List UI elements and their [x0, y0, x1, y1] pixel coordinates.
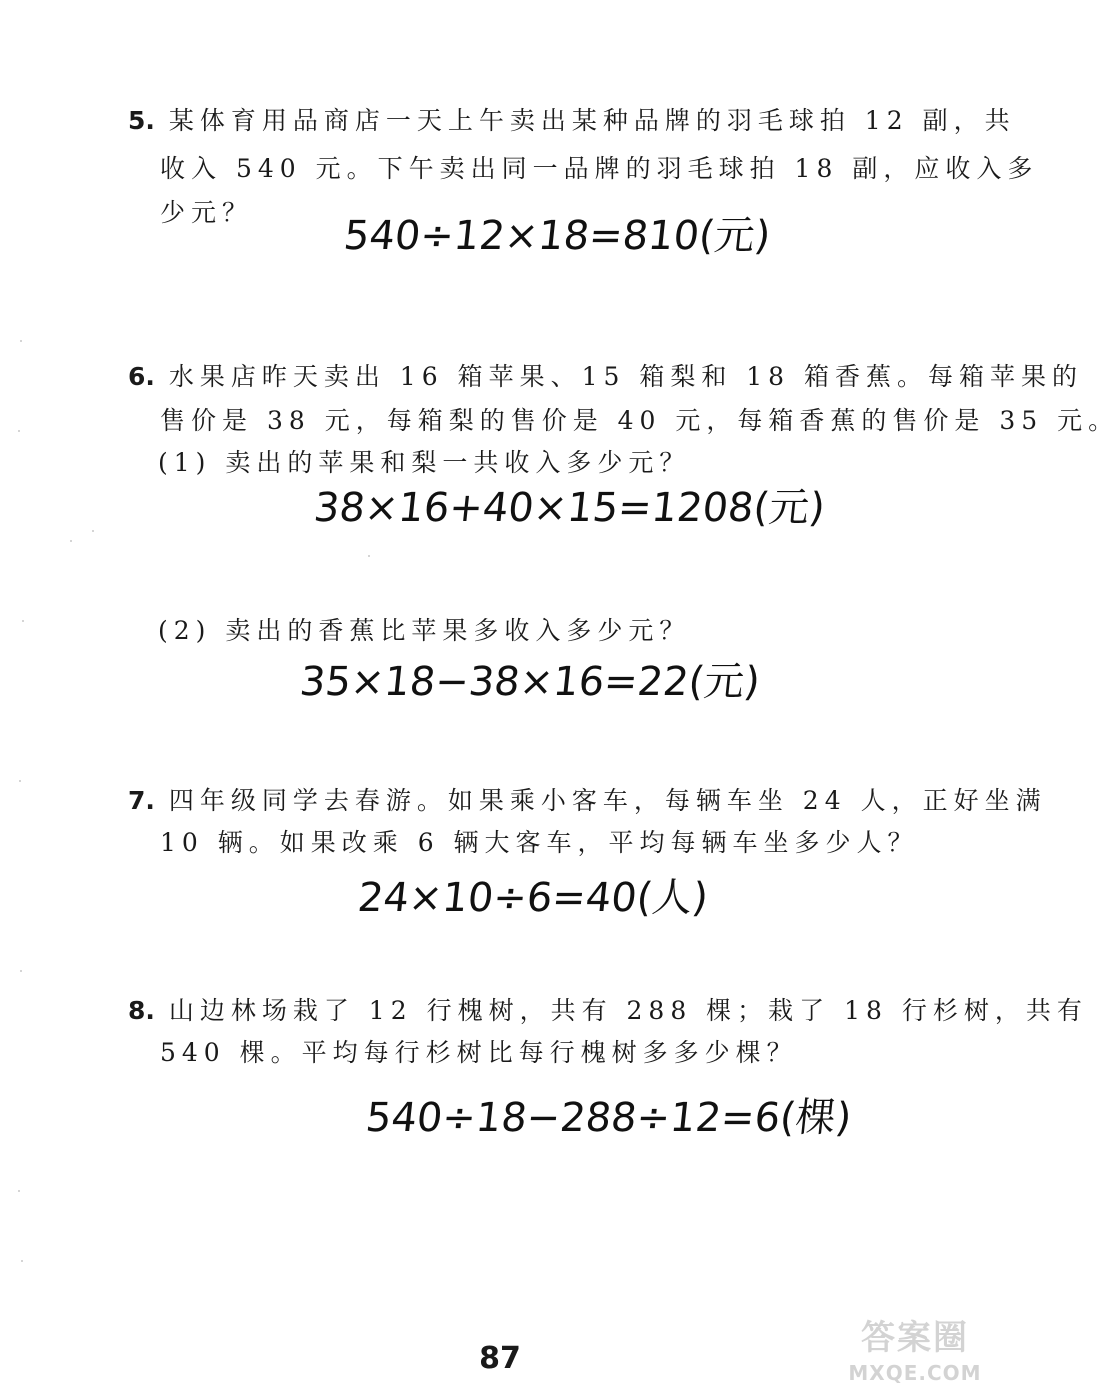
problem-5-number: 5.: [128, 106, 155, 135]
scan-speck: [92, 530, 94, 532]
problem-5-text-1: 某体育用品商店一天上午卖出某种品牌的羽毛球拍 12 副，共: [168, 106, 1016, 135]
problem-8-line-2: 540 棵。平均每行杉树比每行槐树多多少棵？: [160, 1038, 798, 1067]
scan-speck: [22, 620, 24, 622]
problem-7-line-1: [128, 788, 1047, 813]
problem-6-sub-1-question: (1) 卖出的苹果和梨一共收入多少元？: [158, 448, 691, 477]
problem-6-sub-2-answer: 35×18−38×16=22(元): [297, 659, 763, 705]
problem-7-answer: 24×10÷6=40(人): [355, 875, 711, 921]
problem-5-line-2: 收入 540 元。下午卖出同一品牌的羽毛球拍 18 副，应收入多: [160, 154, 1039, 183]
page-number: 87: [479, 1341, 521, 1376]
scan-speck: [18, 1190, 20, 1192]
problem-8-line-1: [128, 998, 1088, 1023]
problem-5-line-1: [128, 108, 1016, 133]
watermark-logo: [840, 1318, 990, 1388]
problem-5-answer: 540÷12×18=810(元): [341, 213, 773, 259]
problem-6-sub-2-question: (2) 卖出的香蕉比苹果多收入多少元？: [158, 616, 691, 645]
problem-8-answer: 540÷18−288÷12=6(棵): [363, 1095, 854, 1141]
problem-7-line-2: 10 辆。如果改乘 6 辆大客车，平均每辆车坐多少人？: [160, 828, 919, 857]
problem-5-line-3: 少元？: [160, 198, 254, 227]
problem-8-number: 8.: [128, 996, 155, 1025]
problem-6-line-1: [128, 364, 1083, 389]
problem-8-text-1: 山边林场栽了 12 行槐树，共有 288 棵；栽了 18 行杉树，共有: [168, 996, 1088, 1025]
problem-6-text-1: 水果店昨天卖出 16 箱苹果、15 箱梨和 18 箱香蕉。每箱苹果的: [168, 362, 1084, 391]
problem-6-number: 6.: [128, 362, 155, 391]
watermark-chinese-text: 答案圈: [861, 1318, 969, 1358]
scan-speck: [20, 970, 22, 972]
problem-6-line-2: 售价是 38 元，每箱梨的售价是 40 元，每箱香蕉的售价是 35 元。: [160, 406, 1119, 435]
problem-7-text-1: 四年级同学去春游。如果乘小客车，每辆车坐 24 人，正好坐满: [168, 786, 1047, 815]
problem-7-number: 7.: [128, 786, 155, 815]
scan-speck: [20, 340, 22, 342]
watermark-domain-text: MXQE.COM: [848, 1361, 982, 1385]
scan-speck: [21, 1260, 23, 1262]
problem-6-sub-1-answer: 38×16+40×15=1208(元): [311, 485, 828, 531]
scan-speck: [18, 430, 20, 432]
scan-speck: [368, 555, 370, 557]
scan-speck: [70, 540, 72, 542]
scan-speck: [19, 780, 21, 782]
